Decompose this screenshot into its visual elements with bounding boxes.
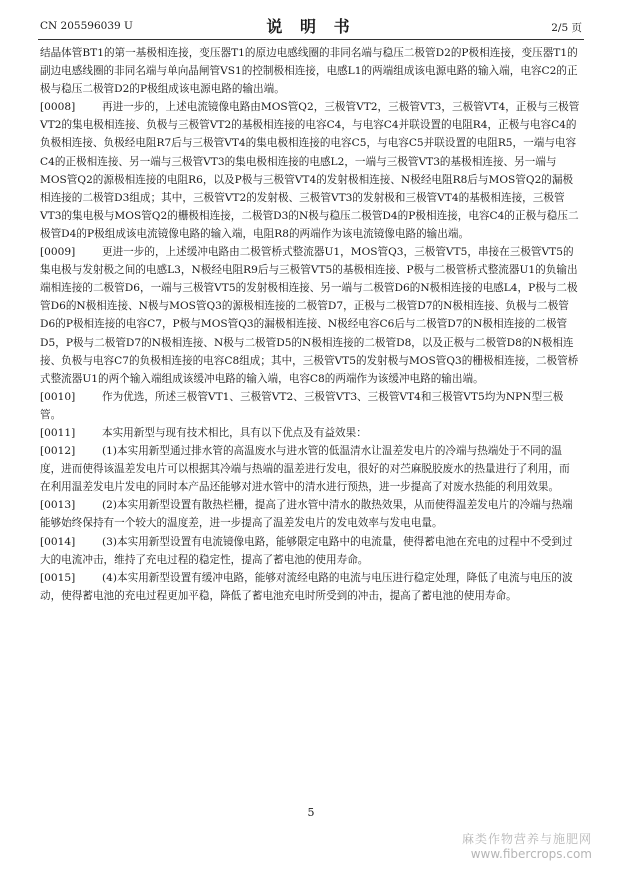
paragraph-text: 作为优选，所述三极管VT1、三极管VT2、三极管VT3、三极管VT4和三极管VT5均为NPN型三极管。 [40, 390, 564, 421]
paragraph-text: (4)本实用新型设置有缓冲电路，能够对流经电路的电流与电压进行稳定处理，降低了电流与电压的波动，使得蓄电池的充电过程更加平稳，降低了蓄电池充电时所受到的冲击，提高了蓄电池的使用寿命。 [40, 571, 573, 602]
paragraph-text: (1)本实用新型通过排水管的高温废水与进水管的低温清水让温差发电片的冷端与热端处于不同的温度，进而使得该温差发电片可以根据其冷端与热端的温差进行发电，很好的对苎麻脱胶废水的热量进行了利用，而在利用温差发电片发电的同时本产品还能够对进水管中的清水进行预热，进一步提高了对废水热能的利用效果。 [40, 445, 570, 494]
paragraph-0010 [40, 388, 580, 424]
paragraph-text: 结晶体管BT1的第一基极相连接，变压器T1的原边电感线圈的非同名端与稳压二极管D2的P极相连接，变压器T1的副边电感线圈的非同名端与单向晶闸管VS1的控制极相连接，电感L1的两端组成该电源电路的输入端，电容C2的正极与稳压二极管D2的P极组成该电源电路的输出端。 [40, 47, 578, 96]
watermark-url: www.fibercrops.com [470, 847, 592, 861]
paragraph-continued [40, 44, 580, 98]
paragraph-text: 再进一步的，上述电流镜像电路由MOS管Q2，三极管VT2，三极管VT3，三极管VT4，正极与三极管VT2的集电极相连接、负极与三极管VT2的基极相连接的电容C4，与电容C4并联设置的电阻R4，正极与电容C4的负极相连接、负极经电阻R7后与三极管VT4的集电极相连接的电容C5，与电容C5并联设置的电阻R5，一端与电容C4的正极相连接、另一端与三极管VT3的集电极相连接的电感L2，一端与三极管VT3的基极相连接、另一端与MOS管Q2的源极相连接的电阻R6，以及P极与三极管VT4的发射极相连接、N极经电阻R8后与MOS管Q2的漏极相连接的二极管D3组成；其中，三极管VT2的发射极、三极管VT3的发射极和三极管VT4的基极相连接，三极管VT3的集电极与MOS管Q2的栅极相连接，二极管D3的N极与稳压二极管D4的P极相连接，电容C4的正极与稳压二极管D4的P极组成该电流镜像电路的输入端，电阻R8的两端作为该电流镜像电路的输出端。 [40, 101, 580, 240]
paragraph-text: (3)本实用新型设置有电流镜像电路，能够限定电路中的电流量，使得蓄电池在充电的过程中不受到过大的电流冲击，维持了充电过程的稳定性，提高了蓄电池的使用寿命。 [40, 535, 573, 566]
document-title: 说 明 书 [266, 17, 356, 36]
paragraph-tag: [0013] [40, 499, 76, 512]
paragraph-tag: [0015] [40, 571, 76, 584]
paragraph-0014 [40, 533, 580, 569]
paragraph-text: (2)本实用新型设置有散热栏栅，提高了进水管中清水的散热效果，从而使得温差发电片的冷端与热端能够始终保持有一个较大的温度差，进一步提高了温差发电片的发电效率与发电电量。 [40, 499, 573, 530]
header-divider [38, 39, 584, 40]
page-header [40, 14, 582, 36]
document-body [40, 44, 580, 605]
paragraph-0009 [40, 243, 580, 388]
paragraph-tag: [0014] [40, 535, 76, 548]
page-indicator: 2/5 页 [551, 22, 582, 34]
watermark-site-name: 麻类作物营养与施肥网 [461, 832, 592, 846]
paragraph-tag: [0009] [40, 246, 76, 259]
watermark [462, 830, 592, 861]
patent-number: CN 205596039 U [40, 20, 133, 32]
paragraph-0012 [40, 442, 580, 496]
paragraph-0015 [40, 569, 580, 605]
paragraph-text: 更进一步的，上述缓冲电路由二极管桥式整流器U1，MOS管Q3，三极管VT5，串接在三极管VT5的集电极与发射极之间的电感L3，N极经电阻R9后与三极管VT5的基极相连接、P极与二极管桥式整流器U1的负输出端相连接的二极管D6，一端与三极管VT5的发射极相连接、另一端与二极管D6的N极相连接的电感L4，P极与二极管D6的N极相连接、N极与MOS管Q3的源极相连接的二极管D7，正极与二极管D7的N极相连接、负极与二极管D6的P极相连接的电容C7，P极与MOS管Q3的漏极相连接、N极经电容C6后与二极管D7的N极相连接的二极管D5，P极与二极管D7的N极相连接、N极与二极管D5的N极相连接的二极管D8，以及正极与二极管D8的N极相连接、负极与电容C7的负极相连接的电容C8组成；其中，三极管VT5的发射极与MOS管Q3的栅极相连接，二极管桥式整流器U1的两个输入端组成该缓冲电路的输入端，电容C8的两端作为该缓冲电路的输出端。 [40, 246, 579, 385]
paragraph-text: 本实用新型与现有技术相比，具有以下优点及有益效果： [102, 426, 367, 439]
paragraph-tag: [0012] [40, 445, 76, 458]
paragraph-tag: [0008] [40, 101, 76, 114]
paragraph-0011 [40, 424, 580, 442]
paragraph-0008 [40, 98, 580, 243]
paragraph-tag: [0011] [40, 426, 76, 439]
page-number: 5 [307, 806, 315, 819]
paragraph-0013 [40, 496, 580, 532]
paragraph-tag: [0010] [40, 390, 76, 403]
